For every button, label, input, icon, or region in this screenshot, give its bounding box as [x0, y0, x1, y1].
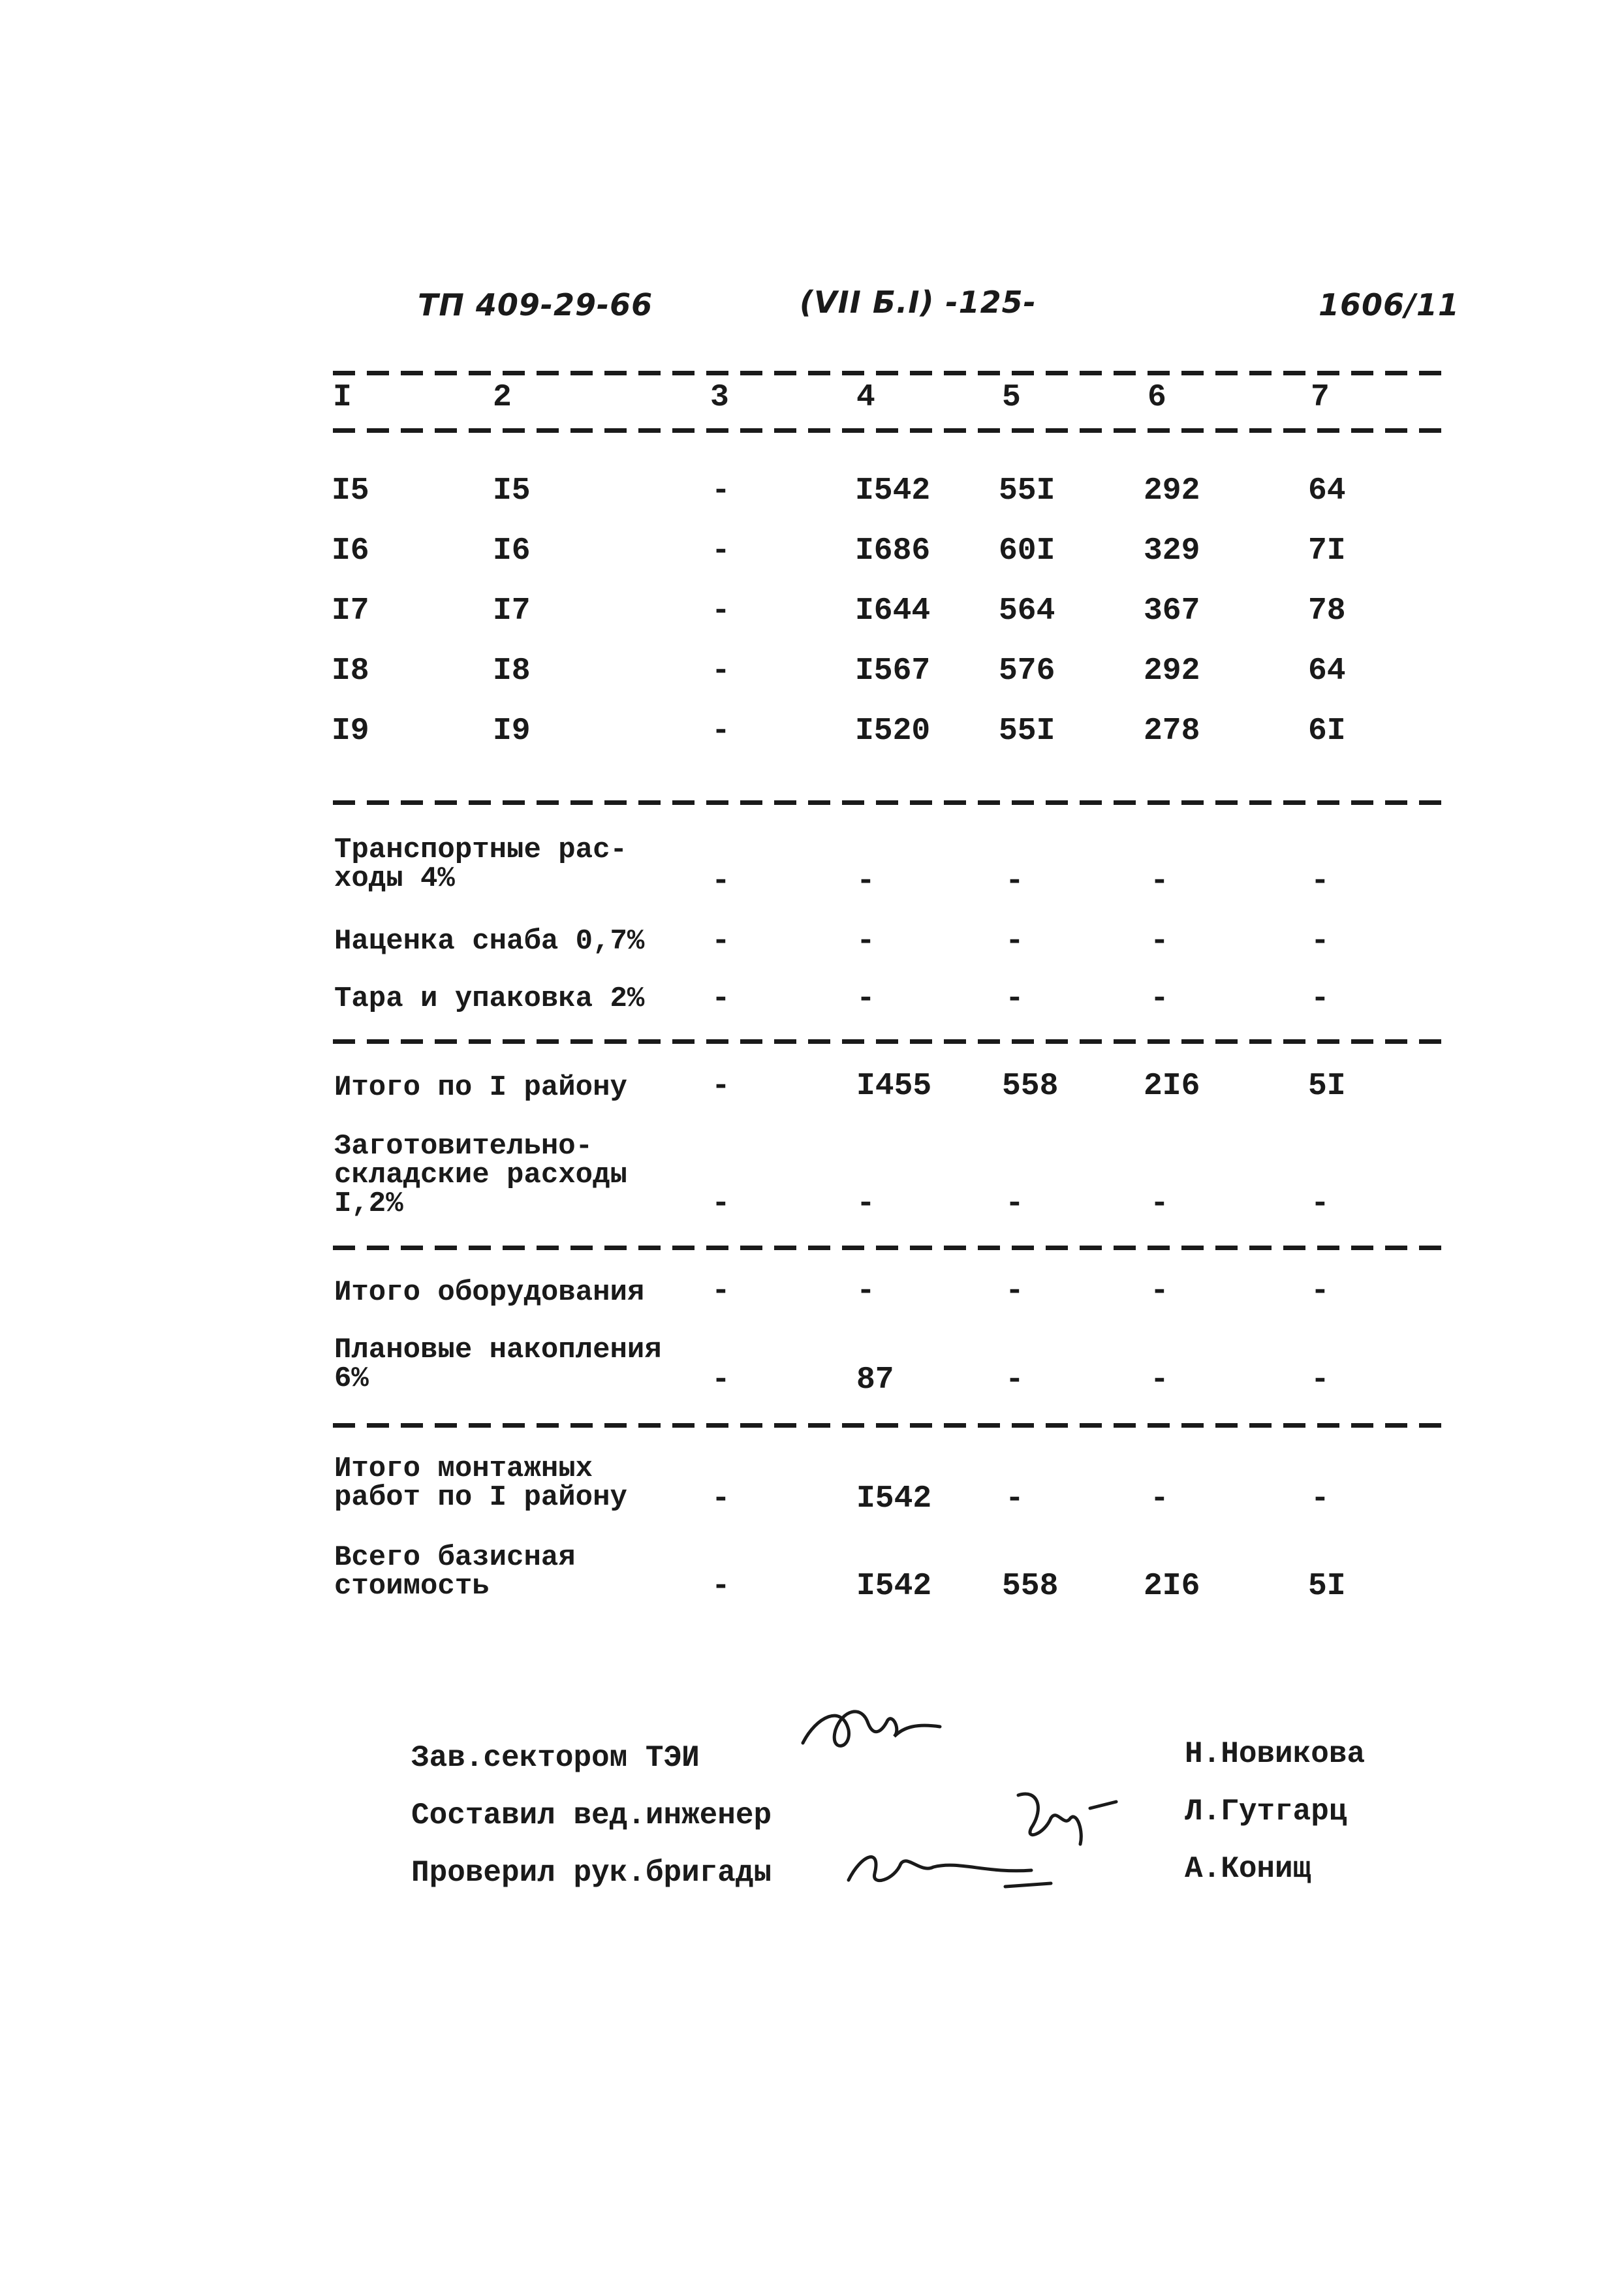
divider: [333, 1039, 1449, 1044]
summary-label: Транспортные рас- ходы 4%: [334, 834, 627, 895]
summary-value: -: [1150, 1186, 1169, 1221]
table-cell: I5: [332, 473, 369, 509]
summary-value: -: [856, 924, 875, 959]
summary-value: -: [856, 864, 875, 899]
summary-value: -: [1311, 1186, 1330, 1221]
table-cell: I6: [332, 533, 369, 569]
divider: [333, 371, 1449, 375]
column-header: 2: [493, 380, 512, 415]
table-cell: 7I: [1308, 533, 1346, 569]
table-cell: 576: [999, 653, 1055, 689]
table-cell: 292: [1144, 473, 1200, 509]
table-cell: -: [711, 653, 730, 689]
summary-value: -: [1150, 1362, 1169, 1398]
column-header: I: [333, 380, 352, 415]
sheet-number: 1606/11: [1319, 287, 1460, 322]
summary-value: 558: [1002, 1069, 1059, 1104]
column-header: 3: [710, 380, 729, 415]
divider: [333, 1246, 1449, 1250]
table-cell: I686: [855, 533, 931, 569]
column-header: 7: [1311, 380, 1330, 415]
summary-value: -: [1311, 1362, 1330, 1398]
divider: [333, 800, 1449, 805]
table-cell: I5: [493, 473, 531, 509]
summary-value: -: [1005, 864, 1024, 899]
doc-code: ТП 409-29-66: [418, 287, 653, 322]
summary-label: Итого монтажных работ по I району: [334, 1452, 627, 1514]
summary-value: -: [1005, 1362, 1024, 1398]
summary-value: -: [1311, 981, 1330, 1016]
column-header: 6: [1148, 380, 1166, 415]
summary-value: -: [711, 924, 730, 959]
summary-value: -: [711, 864, 730, 899]
summary-value: -: [1150, 864, 1169, 899]
summary-value: I542: [856, 1481, 932, 1516]
table-cell: I6: [493, 533, 531, 569]
signature-name: А.Конищ: [1185, 1852, 1311, 1886]
table-cell: -: [711, 473, 730, 509]
summary-value: -: [856, 981, 875, 1016]
handwritten-signature-1: [790, 1691, 960, 1769]
table-cell: I520: [855, 714, 931, 749]
signature-name: Н.Новикова: [1185, 1737, 1366, 1771]
table-cell: -: [711, 593, 730, 629]
summary-value: 2I6: [1144, 1069, 1200, 1104]
summary-value: 558: [1002, 1569, 1059, 1604]
summary-label: Плановые накопления 6%: [334, 1334, 662, 1395]
table-cell: -: [711, 533, 730, 569]
table-cell: 367: [1144, 593, 1200, 629]
summary-value: I542: [856, 1569, 932, 1604]
table-cell: 278: [1144, 714, 1200, 749]
summary-label: Итого по I району: [334, 1071, 627, 1104]
summary-label: Всего базисная стоимость: [334, 1541, 576, 1603]
signature-name: Л.Гутгарц: [1185, 1795, 1347, 1829]
summary-value: -: [1150, 1274, 1169, 1309]
summary-value: -: [1311, 864, 1330, 899]
summary-value: -: [1150, 981, 1169, 1016]
table-cell: 55I: [999, 714, 1055, 749]
table-cell: 292: [1144, 653, 1200, 689]
summary-value: -: [1005, 981, 1024, 1016]
section-label: (VII Б.I) -125-: [800, 285, 1037, 320]
summary-value: -: [711, 1069, 730, 1104]
table-cell: 60I: [999, 533, 1055, 569]
table-cell: I8: [332, 653, 369, 689]
summary-value: I455: [856, 1069, 932, 1104]
divider: [333, 428, 1449, 433]
table-cell: 329: [1144, 533, 1200, 569]
table-cell: I9: [493, 714, 531, 749]
table-cell: I7: [332, 593, 369, 629]
table-cell: 64: [1308, 473, 1346, 509]
summary-label: Заготовительно- складские расходы I,2%: [334, 1130, 627, 1220]
summary-value: -: [1005, 1481, 1024, 1516]
column-header: 5: [1002, 380, 1021, 415]
summary-value: -: [711, 1186, 730, 1221]
summary-value: -: [1150, 1481, 1169, 1516]
summary-value: -: [856, 1274, 875, 1309]
handwritten-signature-3: [835, 1834, 1070, 1900]
table-cell: I9: [332, 714, 369, 749]
summary-value: -: [1150, 924, 1169, 959]
summary-value: -: [1311, 924, 1330, 959]
signature-role: Зав.сектором ТЭИ: [411, 1741, 700, 1775]
table-cell: I567: [855, 653, 931, 689]
summary-value: 5I: [1308, 1569, 1346, 1604]
summary-value: -: [711, 1362, 730, 1398]
column-header: 4: [856, 380, 875, 415]
summary-value: -: [711, 981, 730, 1016]
summary-label: Итого оборудования: [334, 1276, 645, 1309]
summary-value: -: [711, 1481, 730, 1516]
summary-value: -: [1311, 1481, 1330, 1516]
summary-value: -: [856, 1186, 875, 1221]
summary-value: 87: [856, 1362, 894, 1398]
summary-value: -: [711, 1569, 730, 1604]
table-cell: 564: [999, 593, 1055, 629]
signature-role: Проверил рук.бригады: [411, 1856, 772, 1890]
table-cell: I7: [493, 593, 531, 629]
summary-value: 5I: [1308, 1069, 1346, 1104]
summary-value: -: [711, 1274, 730, 1309]
table-cell: 55I: [999, 473, 1055, 509]
summary-label: Тара и упаковка 2%: [334, 982, 645, 1015]
signature-role: Составил вед.инженер: [411, 1798, 772, 1832]
summary-value: 2I6: [1144, 1569, 1200, 1604]
table-cell: I8: [493, 653, 531, 689]
divider: [333, 1423, 1449, 1428]
table-cell: 64: [1308, 653, 1346, 689]
summary-value: -: [1005, 1274, 1024, 1309]
summary-value: -: [1311, 1274, 1330, 1309]
table-cell: -: [711, 714, 730, 749]
summary-value: -: [1005, 1186, 1024, 1221]
table-cell: I644: [855, 593, 931, 629]
table-cell: 6I: [1308, 714, 1346, 749]
table-cell: I542: [855, 473, 931, 509]
table-cell: 78: [1308, 593, 1346, 629]
summary-label: Наценка снаба 0,7%: [334, 925, 645, 958]
summary-value: -: [1005, 924, 1024, 959]
